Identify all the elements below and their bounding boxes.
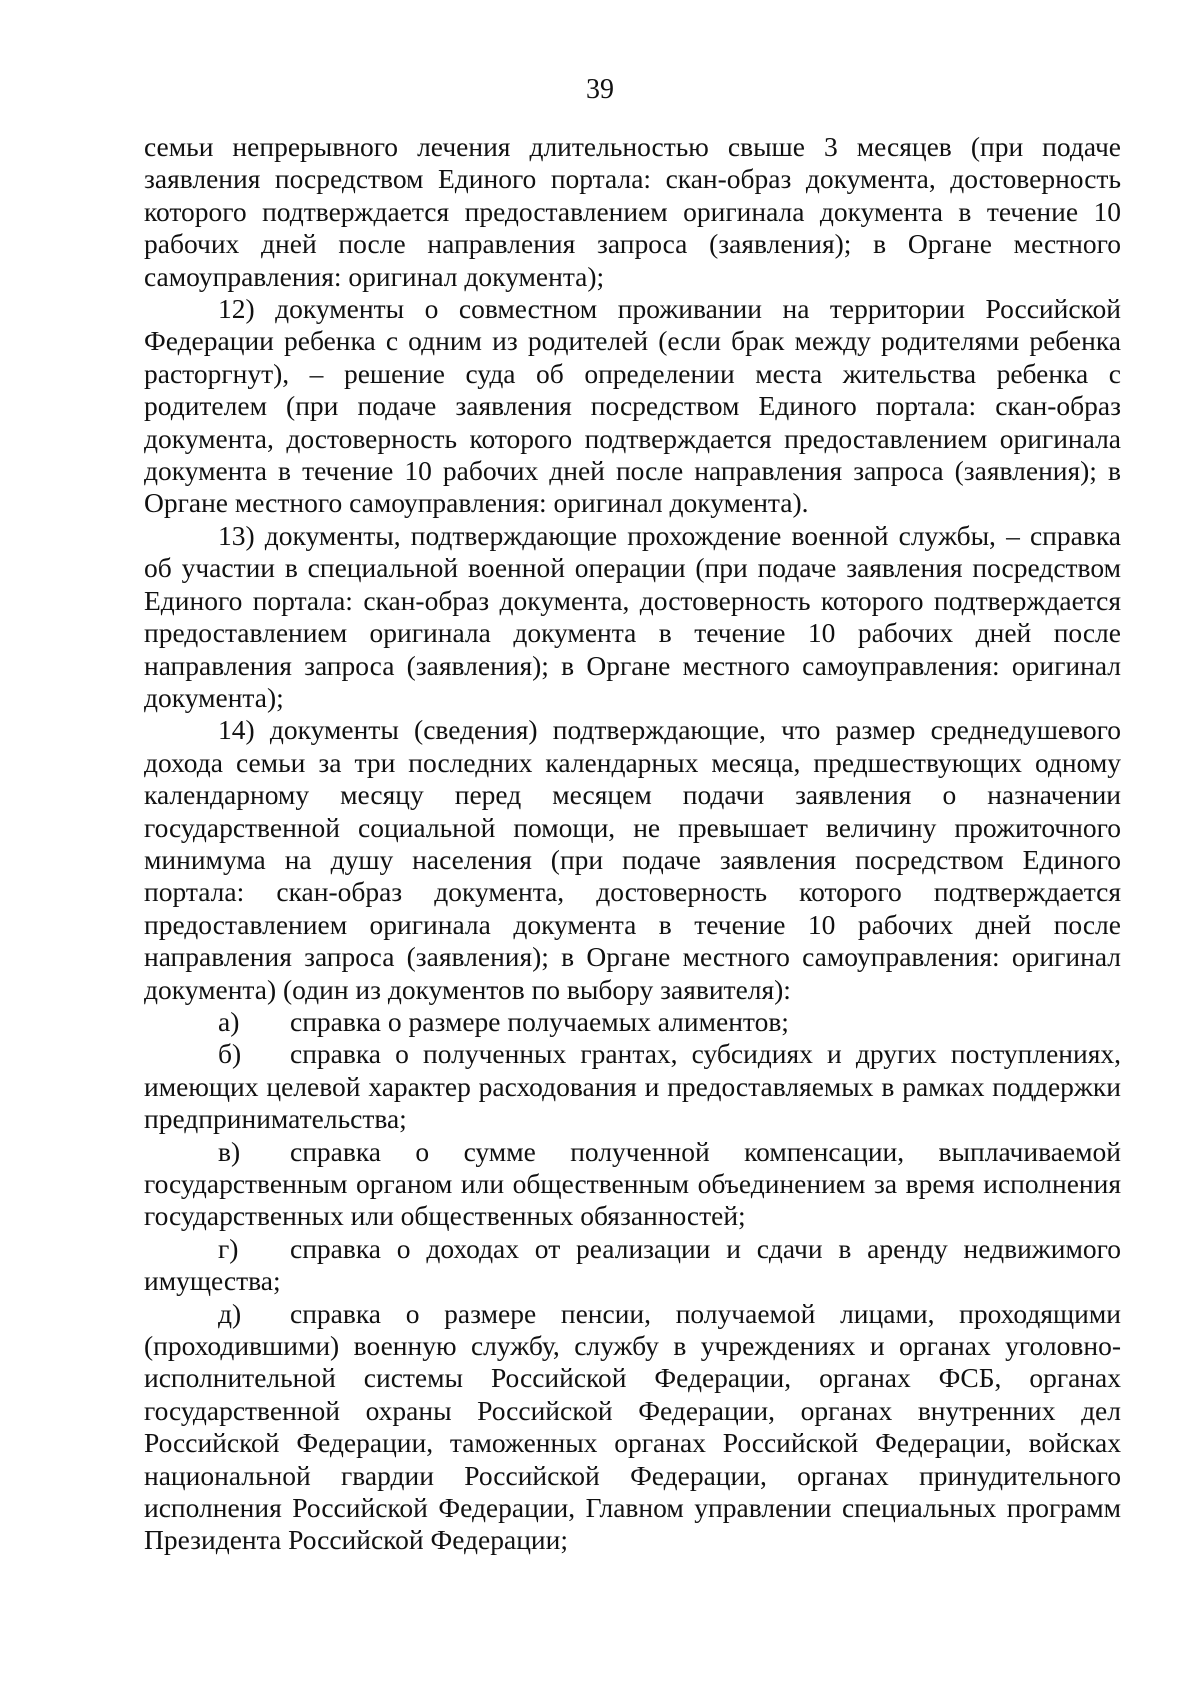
list-item-g: [144, 1233, 1121, 1298]
document-body: [144, 131, 1121, 1557]
list-item-letter: в): [218, 1135, 241, 1167]
list-item-text: справка о размере получаемых алиментов;: [290, 1005, 789, 1037]
list-item-b: [144, 1038, 1121, 1135]
list-item-v: [144, 1136, 1121, 1233]
list-item-letter: г): [218, 1232, 239, 1264]
paragraph-continuation: семьи непрерывного лечения длительностью свыше 3 месяцев (при подаче заявления посредством Единого портала: скан-образ документа, достоверность которого подтверждается предоставлением оригинала документа в течение 10 рабочих дней после направления запроса (заявления); в Органе местного самоуправления: оригинал документа);: [144, 131, 1121, 292]
page-number: 39: [586, 74, 614, 105]
list-item-a: [144, 1006, 1121, 1038]
list-item-text: справка о полученных грантах, субсидиях и других поступлениях, имеющих целевой характер расходования и предоставляемых в рамках поддержки предпринимательства;: [144, 1038, 1121, 1135]
list-item-letter: д): [218, 1297, 242, 1329]
paragraph-item-14: 14) документы (сведения) подтверждающие, что размер среднедушевого дохода семьи за три последних календарных месяца, предшествующих одному календарному месяцу перед месяцем подачи заявления о назначении государственной социальной помощи, не превышает величину прожиточного минимума на душу населения (при подаче заявления посредством Единого портала: скан-образ документа, достоверность которого подтверждается предоставлением оригинала документа в течение 10 рабочих дней после направления запроса (заявления); в Органе местного самоуправления: оригинал документа) (один из документов по выбору заявителя):: [144, 714, 1121, 1005]
list-item-d: [144, 1298, 1121, 1557]
list-item-letter: а): [218, 1005, 240, 1037]
list-item-text: справка о сумме полученной компенсации, выплачиваемой государственным органом или общественным объединением за время исполнения государственных или общественных обязанностей;: [144, 1135, 1121, 1232]
list-item-text: справка о размере пенсии, получаемой лицами, проходящими (проходившими) военную службу, службу в учреждениях и органах уголовно-исполнительной системы Российской Федерации, органах ФСБ, органах государственной охраны Российской Федерации, органах внутренних дел Российской Федерации, таможенных органах Российской Федерации, войсках национальной гвардии Российской Федерации, органах принудительного исполнения Российской Федерации, Главном управлении специальных программ Президента Российской Федерации;: [144, 1297, 1121, 1556]
list-item-text: справка о доходах от реализации и сдачи в аренду недвижимого имущества;: [144, 1232, 1121, 1297]
list-item-letter: б): [218, 1038, 242, 1070]
paragraph-item-12: 12) документы о совместном проживании на территории Российской Федерации ребенка с одним из родителей (если брак между родителями ребенка расторгнут), – решение суда об определении места жительства ребенка с родителем (при подаче заявления посредством Единого портала: скан-образ документа, достоверность которого подтверждается предоставлением оригинала документа в течение 10 рабочих дней после направления запроса (заявления); в Органе местного самоуправления: оригинал документа).: [144, 293, 1121, 519]
paragraph-item-13: 13) документы, подтверждающие прохождение военной службы, – справка об участии в специальной военной операции (при подаче заявления посредством Единого портала: скан-образ документа, достоверность которого подтверждается предоставлением оригинала документа в течение 10 рабочих дней после направления запроса (заявления); в Органе местного самоуправления: оригинал документа);: [144, 519, 1121, 713]
